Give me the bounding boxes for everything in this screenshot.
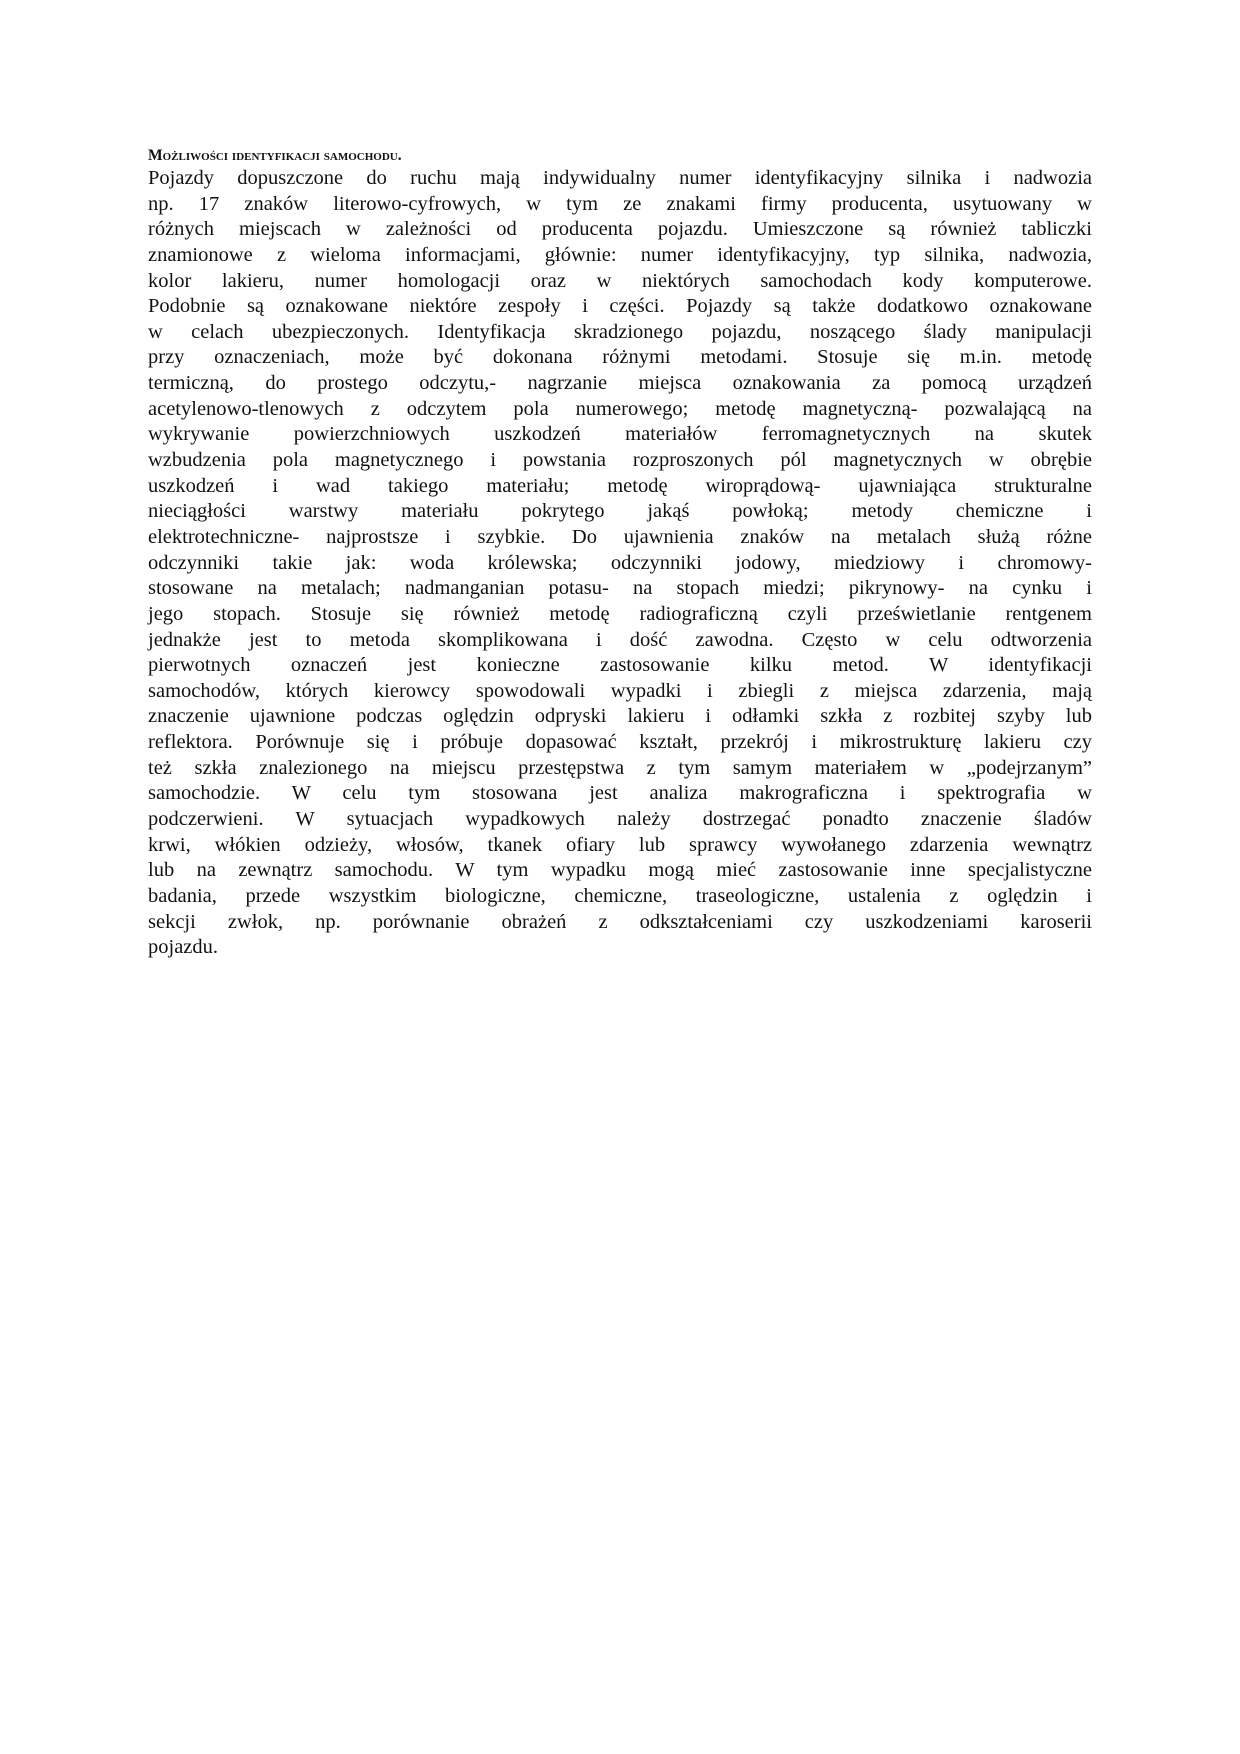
document-body [148, 166, 1092, 961]
paragraph-line: stosowane na metalach; nadmanganian potasu- na stopach miedzi; pikrynowy- na cynku i [148, 577, 1092, 600]
paragraph-line: reflektora. Porównuje się i próbuje dopasować kształt, przekrój i mikrostrukturę lakieru czy [148, 731, 1092, 754]
paragraph-line: odczynniki takie jak: woda królewska; odczynniki jodowy, miedziowy i chromowy- [148, 551, 1092, 574]
paragraph-line: podczerwieni. W sytuacjach wypadkowych należy dostrzegać ponadto znaczenie śladów [148, 808, 1092, 831]
paragraph-line: przy oznaczeniach, może być dokonana różnymi metodami. Stosuje się m.in. metodę [148, 346, 1092, 369]
paragraph-line: sekcji zwłok, np. porównanie obrażeń z odkształceniami czy uszkodzeniami karoserii [148, 910, 1092, 933]
paragraph-line: kolor lakieru, numer homologacji oraz w niektórych samochodach kody komputerowe. [148, 269, 1092, 292]
paragraph-line: elektrotechniczne- najprostsze i szybkie. Do ujawnienia znaków na metalach służą różne [148, 525, 1092, 548]
paragraph-line: jednakże jest to metoda skomplikowana i dość zawodna. Często w celu odtworzenia [148, 628, 1092, 651]
paragraph-line: wzbudzenia pola magnetycznego i powstania rozproszonych pól magnetycznych w obrębie [148, 449, 1092, 472]
document-page [148, 146, 1092, 961]
paragraph-line: samochodów, których kierowcy spowodowali wypadki i zbiegli z miejsca zdarzenia, mają [148, 679, 1092, 702]
paragraph-line: Podobnie są oznakowane niektóre zespoły i części. Pojazdy są także dodatkowo oznakowane [148, 295, 1092, 318]
paragraph-line: znamionowe z wieloma informacjami, głównie: numer identyfikacyjny, typ silnika, nadwozia, [148, 243, 1092, 266]
paragraph-line: krwi, włókien odzieży, włosów, tkanek ofiary lub sprawcy wywołanego zdarzenia wewnątrz [148, 833, 1092, 856]
paragraph-line: nieciągłości warstwy materiału pokrytego jakąś powłoką; metody chemiczne i [148, 500, 1092, 523]
paragraph-line: acetylenowo-tlenowych z odczytem pola numerowego; metodę magnetyczną- pozwalającą na [148, 397, 1092, 420]
paragraph-line: wykrywanie powierzchniowych uszkodzeń materiałów ferromagnetycznych na skutek [148, 423, 1092, 446]
paragraph-line: badania, przede wszystkim biologiczne, chemiczne, traseologiczne, ustalenia z oględzin i [148, 884, 1092, 907]
document-title: Możliwości identyfikacji samochodu. [148, 147, 402, 164]
paragraph-line: termiczną, do prostego odczytu,- nagrzanie miejsca oznakowania za pomocą urządzeń [148, 372, 1092, 395]
paragraph-line: lub na zewnątrz samochodu. W tym wypadku mogą mieć zastosowanie inne specjalistyczne [148, 859, 1092, 882]
paragraph-line: w celach ubezpieczonych. Identyfikacja skradzionego pojazdu, noszącego ślady manipulacji [148, 320, 1092, 343]
paragraph-line: różnych miejscach w zależności od producenta pojazdu. Umieszczone są również tabliczki [148, 218, 1092, 241]
paragraph-line: pojazdu. [148, 936, 219, 959]
paragraph-line: samochodzie. W celu tym stosowana jest analiza makrograficzna i spektrografia w [148, 782, 1092, 805]
paragraph-line: jego stopach. Stosuje się również metodę radiograficzną czyli prześwietlanie rentgenem [148, 602, 1092, 625]
paragraph-line: np. 17 znaków literowo-cyfrowych, w tym ze znakami firmy producenta, usytuowany w [148, 192, 1092, 215]
paragraph-line: znaczenie ujawnione podczas oględzin odpryski lakieru i odłamki szkła z rozbitej szyby lub [148, 705, 1092, 728]
paragraph-line: uszkodzeń i wad takiego materiału; metodę wiroprądową- ujawniająca strukturalne [148, 474, 1092, 497]
paragraph-line: pierwotnych oznaczeń jest konieczne zastosowanie kilku metod. W identyfikacji [148, 654, 1092, 677]
paragraph-line: Pojazdy dopuszczone do ruchu mają indywidualny numer identyfikacyjny silnika i nadwozia [148, 167, 1092, 189]
paragraph-line: też szkła znalezionego na miejscu przestępstwa z tym samym materiałem w „podejrzanym” [148, 756, 1092, 779]
